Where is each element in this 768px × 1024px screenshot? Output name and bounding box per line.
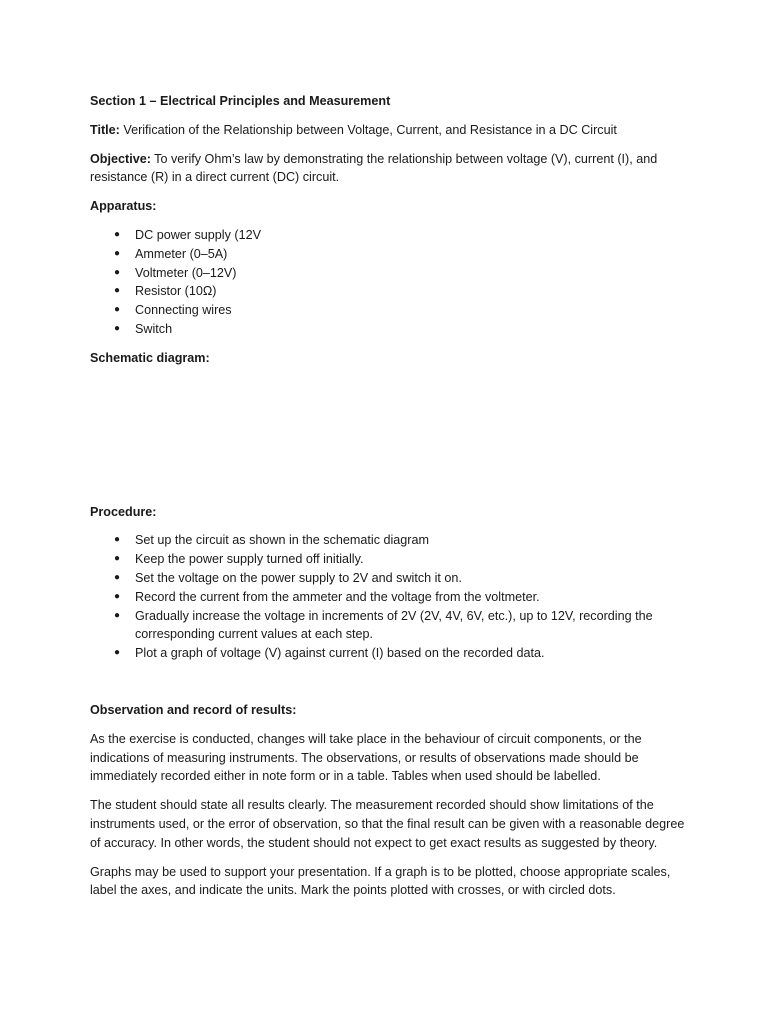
objective-field — [90, 150, 690, 188]
bullet-icon: ● — [114, 609, 121, 621]
observation-paragraph: Graphs may be used to support your presentation. If a graph is to be plotted, choose appropriate scales, label the axes, and indicate the units. Mark the points plotted with crosses, or with circled dots. — [90, 864, 671, 898]
list-item-text: Set up the circuit as shown in the schematic diagram — [135, 533, 429, 548]
observation-paragraph: The student should state all results clearly. The measurement recorded should show limitations of the instruments used, or the error of observation, so that the final result can be given with a reasonable degree of accuracy. In other words, the student should not expect to get exact results as suggested by theory. — [90, 798, 685, 850]
bullet-icon: ● — [114, 647, 121, 659]
list-item-text: Keep the power supply turned off initially. — [135, 552, 364, 567]
procedure-heading: Procedure: — [90, 504, 157, 519]
list-item-text: Voltmeter (0–12V) — [135, 265, 237, 280]
bullet-icon: ● — [114, 228, 121, 240]
list-item-text: Connecting wires — [135, 303, 232, 318]
list-item-text: Switch — [135, 321, 173, 336]
bullet-icon: ● — [114, 553, 121, 565]
schematic-diagram-area — [90, 378, 690, 503]
list-item — [90, 226, 690, 245]
title-field — [90, 121, 690, 140]
apparatus-list — [90, 226, 690, 339]
list-item-text: Resistor (10Ω) — [135, 284, 217, 299]
list-item — [90, 301, 690, 320]
bullet-icon: ● — [114, 285, 121, 297]
list-item-text: Gradually increase the voltage in increments of 2V (2V, 4V, 6V, etc.), up to 12V, recording the corresponding current values at each step. — [135, 608, 653, 642]
document-content — [90, 92, 690, 910]
observation-paragraph: As the exercise is conducted, changes will take place in the behaviour of circuit components, or the indications of measuring instruments. The observations, or results of observations made should be immediately recorded either in note form or in a table. Tables when used should be labelled. — [90, 731, 642, 784]
objective-label: Objective: — [90, 151, 151, 166]
bullet-icon: ● — [114, 304, 121, 316]
list-item — [90, 588, 690, 607]
list-item-text: Record the current from the ammeter and the voltage from the voltmeter. — [135, 589, 540, 604]
title-text: Verification of the Relationship between Voltage, Current, and Resistance in a DC Circuit — [119, 122, 617, 137]
list-item-text: Set the voltage on the power supply to 2V and switch it on. — [135, 570, 462, 585]
observation-heading: Observation and record of results: — [90, 702, 297, 717]
list-item — [90, 550, 690, 569]
bullet-icon: ● — [114, 590, 121, 602]
list-item — [90, 644, 690, 663]
list-item-text: Ammeter (0–5A) — [135, 246, 228, 261]
list-item — [90, 264, 690, 283]
list-item — [90, 245, 690, 264]
title-label: Title: — [90, 122, 120, 137]
bullet-icon: ● — [114, 322, 121, 334]
bullet-icon: ● — [114, 247, 121, 259]
list-item-text: DC power supply (12V — [135, 227, 261, 242]
list-item — [90, 569, 690, 588]
bullet-icon: ● — [114, 266, 121, 278]
bullet-icon: ● — [114, 534, 121, 546]
spacer — [90, 673, 690, 701]
list-item — [90, 320, 690, 339]
list-item — [90, 531, 690, 550]
list-item-text: Plot a graph of voltage (V) against current (I) based on the recorded data. — [135, 646, 545, 661]
list-item — [90, 607, 690, 645]
procedure-list — [90, 531, 690, 663]
apparatus-heading: Apparatus: — [90, 199, 157, 214]
schematic-heading: Schematic diagram: — [90, 350, 210, 365]
list-item — [90, 282, 690, 301]
objective-text: To verify Ohm’s law by demonstrating the relationship between voltage (V), current (I), and resistance (R) in a direct current (DC) circuit. — [90, 151, 658, 185]
bullet-icon: ● — [114, 571, 121, 583]
section-heading: Section 1 – Electrical Principles and Measurement — [90, 94, 391, 108]
